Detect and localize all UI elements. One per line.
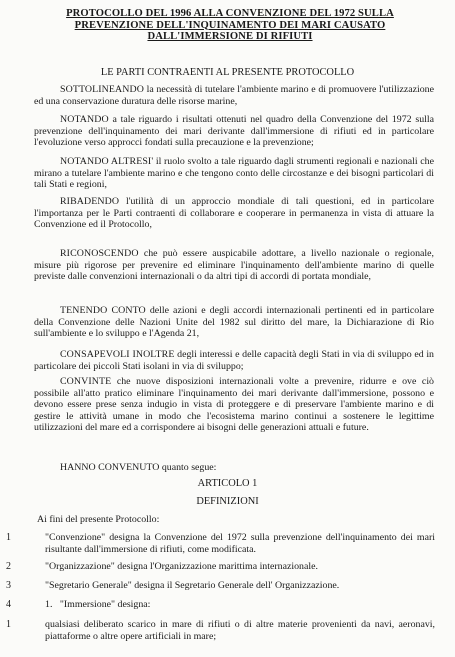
definition-number: 4 xyxy=(6,599,11,610)
preamble-text: il ruolo svolto a tale riguardo dagli strumenti regionali e nazionali che mirano a tutelare l'ambiente marino e che tengono conto delle circostanze e dei bisogni particolari di tali Stati e regioni, xyxy=(34,156,434,191)
preamble-lead: NOTANDO xyxy=(60,114,109,125)
definitions-intro: Ai fini del presente Protocollo: xyxy=(37,514,160,525)
preamble-lead: RICONOSCENDO xyxy=(60,248,139,259)
title-line-1: PROTOCOLLO DEL 1996 ALLA CONVENZIONE DEL 1972 SULLA xyxy=(66,8,394,19)
definition-number: 2 xyxy=(6,561,11,572)
preamble-lead: RIBADENDO xyxy=(60,196,120,207)
preamble-paragraph xyxy=(34,248,434,283)
definition-text: "Organizzazione" designa l'Organizzazione marittima internazionale. xyxy=(45,561,318,572)
definition-text: qualsiasi deliberato scarico in mare di rifiuti o di altre materie provenienti da navi, aeronavi, piattaforme o altre opere artificiali in mare; xyxy=(45,619,435,642)
preamble-lead: TENENDO CONTO xyxy=(60,305,146,316)
parties-heading: LE PARTI CONTRAENTI AL PRESENTE PROTOCOLLO xyxy=(100,67,355,78)
definition-text: "Segretario Generale" designa il Segretario Generale dell' Organizzazione. xyxy=(45,580,340,591)
preamble-lead: CONVINTE xyxy=(60,376,112,387)
preamble-lead: SOTTOLINEANDO xyxy=(60,84,144,95)
preamble-paragraph xyxy=(34,196,434,231)
preamble-text: a tale riguardo i risultati ottenuti nel quadro della Convenzione del 1972 sulla prevenzione dell'inquinamento dei mari derivante dall'immersione di rifiuti ed in particolare l'evoluzione verso approcci fondati sulla precauzione e la prevenzione; xyxy=(34,114,434,149)
title-line-2: PREVENZIONE DELL'INQUINAMENTO DEI MARI CAUSATO xyxy=(74,19,386,31)
preamble-text: la necessità di tutelare l'ambiente marino e di promuovere l'utilizzazione ed una conservazione duratura delle risorse marine, xyxy=(34,84,434,107)
agreement-line: HANNO CONVENUTO quanto segue: xyxy=(60,462,217,473)
definition-number: 1 xyxy=(6,619,11,630)
preamble-paragraph xyxy=(34,84,434,107)
definition-text: 1. "Immersione" designa: xyxy=(45,599,151,610)
preamble-paragraph xyxy=(34,156,434,191)
title-line-3: DALL'IMMERSIONE DI RIFIUTI xyxy=(147,31,313,42)
preamble-lead: CONSAPEVOLI INOLTRE xyxy=(60,349,175,360)
preamble-text: l'utilità di un approccio mondiale di tali questioni, ed in particolare l'importanza per le Parti contraenti di collaborare e cooperare in permanenza in vista di attuare la Convenzione ed il Protocollo, xyxy=(34,196,434,231)
preamble-text: che può essere auspicabile adottare, a livello nazionale o regionale, misure più rigorose per prevenire ed eliminare l'inquinamento dell'ambiente marino di quelle previste dalle convenzioni internazionali o da altri tipi di accordi di portata mondiale, xyxy=(34,248,434,283)
preamble-paragraph xyxy=(34,114,434,149)
definition-number: 3 xyxy=(6,580,11,591)
preamble-text: degli interessi e delle capacità degli Stati in via di sviluppo ed in particolare dei piccoli Stati isolani in via di sviluppo; xyxy=(34,349,434,372)
preamble-lead: NOTANDO ALTRESI' xyxy=(60,156,154,167)
definition-number: 1 xyxy=(6,532,11,543)
article-title: DEFINIZIONI xyxy=(196,496,259,507)
preamble-text: che nuove disposizioni internazionali volte a prevenire, ridurre e ove ciò possibile all'atto pratico eliminare l'inquinamento dei mari derivante dall'immersione, possono e devono essere prese senza indugio in vista di proteggere e di preservare l'ambiente marino e di gestire le attività umane in modo che l'ecosistema marino continui a sostenere le legittime utilizzazioni del mare ed a corrispondere ai bisogni delle generazioni attuali e future. xyxy=(34,376,434,434)
preamble-paragraph xyxy=(34,305,434,340)
preamble-text: delle azioni e degli accordi internazionali pertinenti ed in particolare della Convenzione delle Nazioni Unite del 1982 sul diritto del mare, la Dichiarazione di Rio sull'ambiente e lo sviluppo e l'Agenda 21, xyxy=(34,305,434,340)
definition-text: "Convenzione" designa la Convenzione del 1972 sulla prevenzione dell'inquinamento dei mari risultante dall'immersione di rifiuti, come modificata. xyxy=(45,532,435,555)
preamble-paragraph xyxy=(34,349,434,372)
preamble-paragraph xyxy=(34,376,434,434)
article-number: ARTICOLO 1 xyxy=(197,478,258,489)
document-title xyxy=(30,8,430,43)
